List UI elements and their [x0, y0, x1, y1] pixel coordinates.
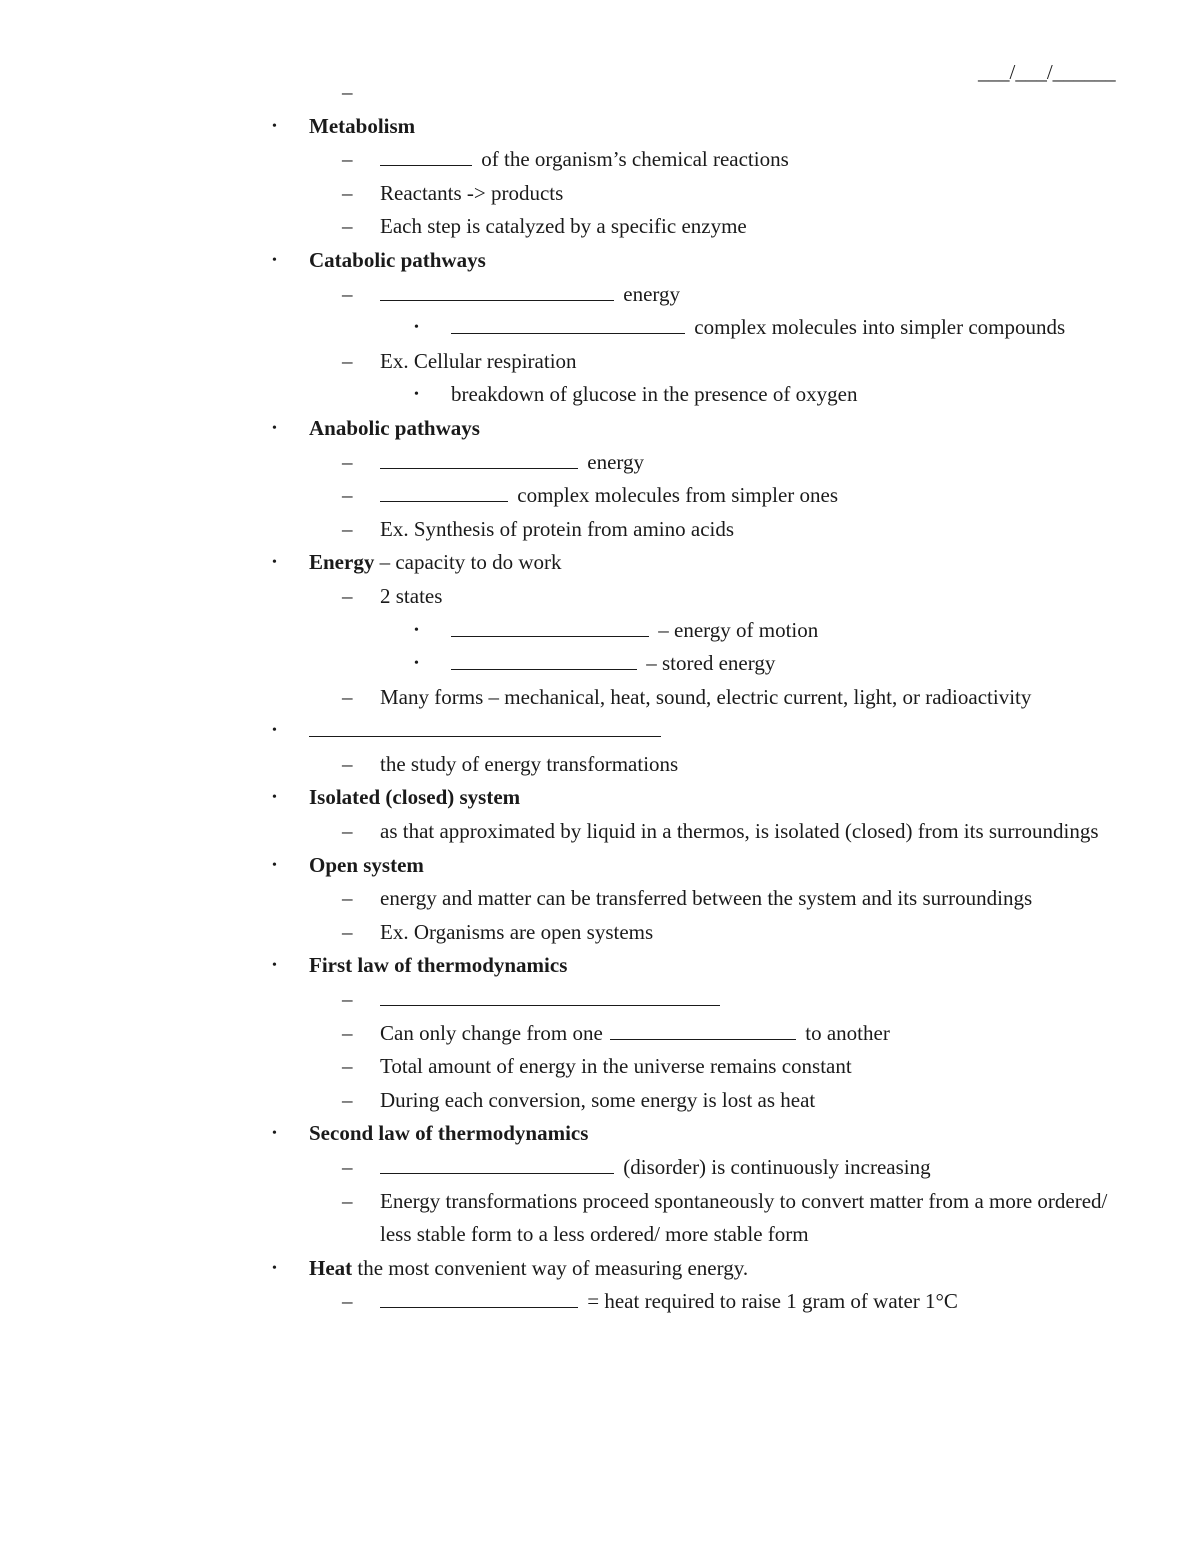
bullet-marker: •: [272, 857, 277, 873]
fill-in-blank[interactable]: [451, 647, 637, 670]
item-text: to another: [800, 1020, 890, 1045]
bullet-marker: •: [272, 420, 277, 436]
list-item: [0, 1252, 1200, 1286]
item-text: breakdown of glucose in the presence of oxygen: [451, 382, 858, 407]
list-item: [0, 345, 1200, 379]
dash-marker: –: [342, 583, 353, 608]
list-item: [0, 378, 1200, 412]
list-item: [0, 210, 1200, 244]
bullet-marker: •: [272, 723, 277, 739]
dash-marker: –: [342, 1087, 353, 1112]
fill-in-blank[interactable]: [309, 714, 661, 737]
fill-in-blank[interactable]: [380, 983, 720, 1006]
list-item: [0, 614, 1200, 648]
dash-marker: –: [342, 348, 353, 373]
item-text: energy and matter can be transferred between the system and its surroundings: [380, 886, 1033, 911]
fill-in-blank[interactable]: [610, 1017, 796, 1040]
dash-marker: –: [342, 80, 353, 104]
item-text: energy: [618, 281, 681, 306]
dash-marker: –: [342, 214, 353, 239]
list-item: [0, 1151, 1200, 1185]
item-text: Ex. Cellular respiration: [380, 348, 577, 373]
bullet-marker: •: [414, 622, 419, 638]
list-item: [0, 681, 1200, 715]
item-text: – energy of motion: [653, 617, 819, 642]
item-text: energy: [582, 449, 645, 474]
list-item: [0, 76, 1200, 110]
list-item: [0, 949, 1200, 983]
item-text: Total amount of energy in the universe remains constant: [380, 1054, 852, 1079]
list-item: [0, 143, 1200, 177]
list-item: [0, 311, 1200, 345]
fill-in-blank[interactable]: [380, 479, 508, 502]
heading-heat: Heat: [309, 1255, 353, 1280]
item-text: Reactants -> products: [380, 180, 564, 205]
bullet-marker: •: [272, 555, 277, 571]
bullet-marker: •: [272, 252, 277, 268]
notes-outline: [0, 76, 1200, 1319]
bullet-marker: •: [272, 118, 277, 134]
fill-in-blank[interactable]: [380, 278, 614, 301]
date-line: ___/___/______: [978, 60, 1116, 84]
dash-marker: –: [342, 819, 353, 844]
dash-marker: –: [342, 919, 353, 944]
list-item: [0, 815, 1200, 849]
fill-in-blank[interactable]: [380, 1285, 578, 1308]
heading-second-law: Second law of thermodynamics: [309, 1121, 589, 1146]
item-text: complex molecules from simpler ones: [512, 483, 839, 508]
fill-in-blank[interactable]: [380, 143, 472, 166]
heading-metabolism: Metabolism: [309, 113, 416, 138]
list-item: [0, 1285, 1200, 1319]
dash-marker: –: [342, 751, 353, 776]
bullet-marker: •: [414, 656, 419, 672]
fill-in-blank[interactable]: [380, 1151, 614, 1174]
item-text: During each conversion, some energy is lost as heat: [380, 1087, 816, 1112]
dash-marker: –: [342, 1188, 353, 1213]
dash-marker: –: [342, 987, 353, 1012]
dash-marker: –: [342, 483, 353, 508]
list-item: [0, 412, 1200, 446]
list-item: [0, 1185, 1200, 1252]
list-item: [0, 110, 1200, 144]
heading-open-system: Open system: [309, 852, 424, 877]
item-text: complex molecules into simpler compounds: [689, 315, 1066, 340]
item-text: = heat required to raise 1 gram of water 1°C: [582, 1289, 958, 1314]
dash-marker: –: [342, 180, 353, 205]
dash-marker: –: [342, 886, 353, 911]
bullet-marker: •: [414, 387, 419, 403]
item-text: 2 states: [380, 583, 443, 608]
item-text: Energy transformations proceed spontaneously to convert matter from a more ordered/ less stable form to a less ordered/ more stable form: [380, 1188, 1108, 1247]
list-item: [0, 849, 1200, 883]
item-text: Ex. Organisms are open systems: [380, 919, 654, 944]
dash-marker: –: [342, 1289, 353, 1314]
list-item: [0, 244, 1200, 278]
dash-marker: –: [342, 147, 353, 172]
dash-marker: –: [342, 449, 353, 474]
heading-isolated-system: Isolated (closed) system: [309, 785, 521, 810]
list-item: [0, 714, 1200, 748]
item-text: the most convenient way of measuring energy.: [352, 1255, 749, 1280]
item-text: the study of energy transformations: [380, 751, 679, 776]
dash-marker: –: [342, 1054, 353, 1079]
fill-in-blank[interactable]: [451, 311, 685, 334]
bullet-marker: •: [414, 320, 419, 336]
list-item: [0, 1050, 1200, 1084]
item-text: of the organism’s chemical reactions: [476, 147, 789, 172]
list-item: [0, 1117, 1200, 1151]
bullet-marker: •: [272, 1126, 277, 1142]
item-text: Can only change from one: [380, 1020, 609, 1045]
list-item: [0, 580, 1200, 614]
item-text: as that approximated by liquid in a thermos, is isolated (closed) from its surroundings: [380, 819, 1099, 844]
fill-in-blank[interactable]: [451, 614, 649, 637]
dash-marker: –: [342, 684, 353, 709]
heading-catabolic: Catabolic pathways: [309, 247, 486, 272]
list-item: [0, 1017, 1200, 1051]
list-item: [0, 479, 1200, 513]
heading-anabolic: Anabolic pathways: [309, 415, 480, 440]
list-item: [0, 781, 1200, 815]
heading-energy: Energy: [309, 550, 375, 575]
item-text: (disorder) is continuously increasing: [618, 1155, 931, 1179]
item-text: Many forms – mechanical, heat, sound, electric current, light, or radioactivity: [380, 684, 1032, 709]
heading-first-law: First law of thermodynamics: [309, 953, 568, 978]
list-item: [0, 882, 1200, 916]
bullet-marker: •: [272, 790, 277, 806]
list-item: [0, 177, 1200, 211]
dash-marker: –: [342, 1020, 353, 1045]
list-item: [0, 748, 1200, 782]
list-item: [0, 513, 1200, 547]
fill-in-blank[interactable]: [380, 446, 578, 469]
list-item: [0, 983, 1200, 1017]
list-item: [0, 916, 1200, 950]
list-item: [0, 446, 1200, 480]
list-item: [0, 278, 1200, 312]
item-text: – stored energy: [641, 651, 776, 676]
list-item: [0, 647, 1200, 681]
item-text: – capacity to do work: [374, 550, 562, 575]
list-item: [0, 546, 1200, 580]
bullet-marker: •: [272, 958, 277, 974]
list-item: [0, 1084, 1200, 1118]
item-text: Each step is catalyzed by a specific enzyme: [380, 214, 747, 239]
item-text: Ex. Synthesis of protein from amino acids: [380, 516, 735, 541]
bullet-marker: •: [272, 1260, 277, 1276]
dash-marker: –: [342, 281, 353, 306]
dash-marker: –: [342, 1155, 353, 1179]
dash-marker: –: [342, 516, 353, 541]
